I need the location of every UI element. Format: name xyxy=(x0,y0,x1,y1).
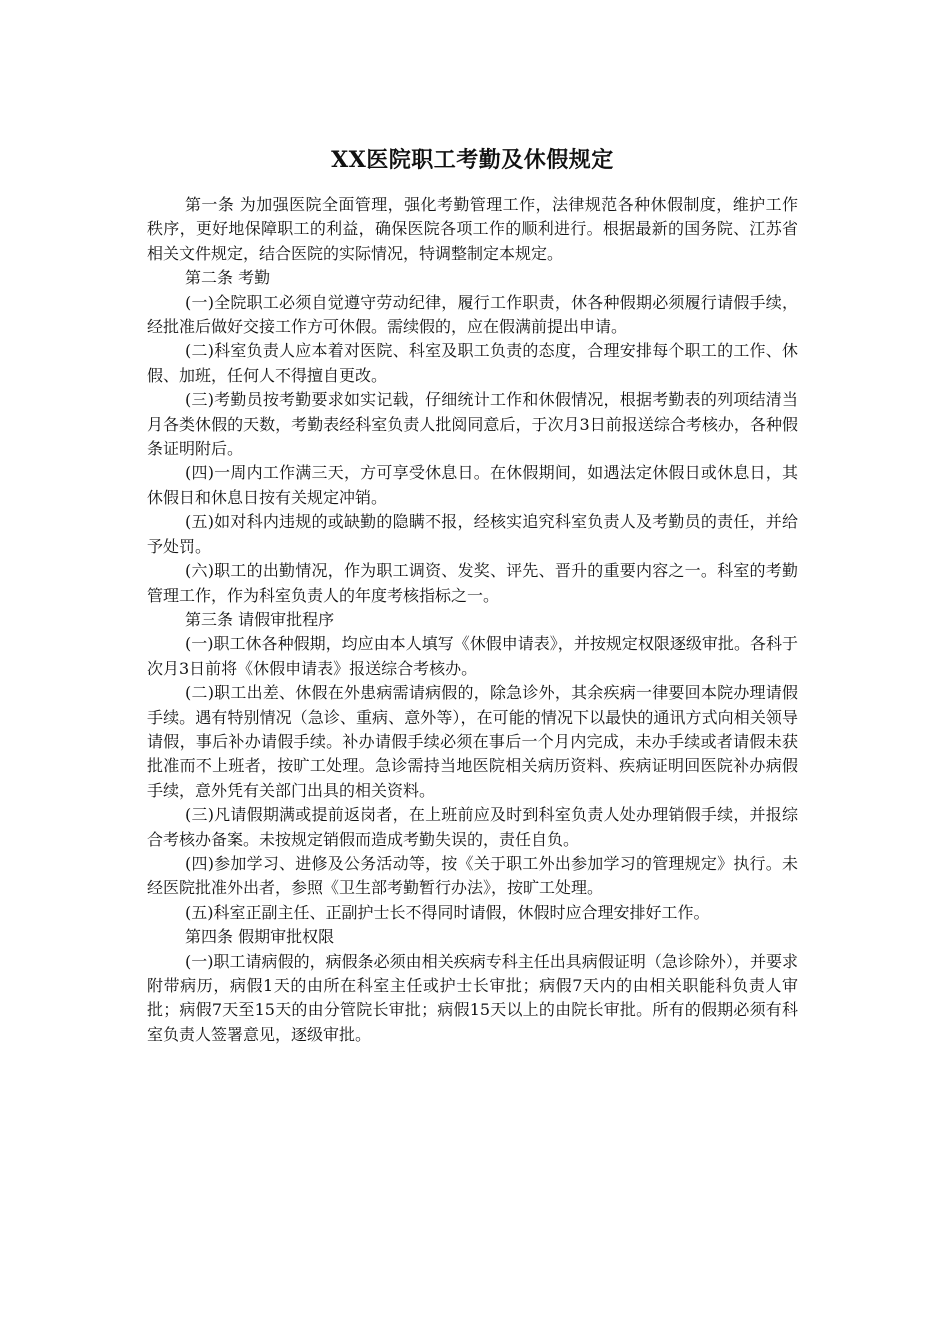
article-3-item-5: (五)科室正副主任、正副护士长不得同时请假，休假时应合理安排好工作。 xyxy=(185,902,710,922)
article-2-item-6: (六)职工的出勤情况，作为职工调资、发奖、评先、晋升的重要内容之一。科室的考勤管理工作，作为科室负责人的年度考核指标之一。 xyxy=(147,561,798,605)
article-2-heading: 第二条 考勤 xyxy=(185,268,271,288)
article-4-heading: 第四条 假期审批权限 xyxy=(185,927,335,947)
article-2-item-2: (二)科室负责人应本着对医院、科室及职工负责的态度，合理安排每个职工的工作、休假、加班，任何人不得擅自更改。 xyxy=(147,341,798,385)
article-3-item-4: (四)参加学习、进修及公务活动等，按《关于职工外出参加学习的管理规定》执行。未经医院批准外出者，参照《卫生部考勤暂行办法》，按旷工处理。 xyxy=(147,853,798,898)
article-2-item-3: (三)考勤员按考勤要求如实记载，仔细统计工作和休假情况，根据考勤表的列项结清当月各类休假的天数，考勤表经科室负责人批阅同意后，于次月3日前报送综合考核办，各种假条证明附后。 xyxy=(147,390,798,459)
document-title: XX医院职工考勤及休假规定 xyxy=(331,147,614,173)
article-2-item-1: (一)全院职工必须自觉遵守劳动纪律，履行工作职责，休各种假期必须履行请假手续，经批准后做好交接工作方可休假。需续假的，应在假满前提出申请。 xyxy=(147,292,798,337)
article-1-paragraph: 第一条 为加强医院全面管理，强化考勤管理工作，法律规范各种休假制度，维护工作秩序，更好地保障职工的利益，确保医院各项工作的顺利进行。根据最新的国务院、江苏省相关文件规定，结合医院的实际情况，特调整制定本规定。 xyxy=(147,195,798,263)
document-page xyxy=(147,145,798,1047)
article-4-item-1: (一)职工请病假的，病假条必须由相关疾病专科主任出具病假证明（急诊除外），并要求附带病历，病假1天的由所在科室主任或护士长审批；病假7天内的由相关职能科负责人审批；病假7天至15天的由分管院长审批；病假15天以上的由院长审批。所有的假期必须有科室负责人签署意见，逐级审批。 xyxy=(147,951,798,1044)
article-3-item-1: (一)职工休各种假期，均应由本人填写《休假申请表》，并按规定权限逐级审批。各科于次月3日前将《休假申请表》报送综合考核办。 xyxy=(147,634,798,678)
article-3-heading: 第三条 请假审批程序 xyxy=(185,609,335,629)
article-2-item-4: (四)一周内工作满三天，方可享受休息日。在休假期间，如遇法定休假日或休息日，其休假日和休息日按有关规定冲销。 xyxy=(147,463,798,507)
article-3-item-2: (二)职工出差、休假在外患病需请病假的，除急诊外，其余疾病一律要回本院办理请假手续。遇有特别情况（急诊、重病、意外等），在可能的情况下以最快的通讯方式向相关领导请假，事后补办请假手续。补办请假手续必须在事后一个月内完成，未办手续或者请假未获批准而不上班者，按旷工处理。急诊需持当地医院相关病历资料、疾病证明回医院补办病假手续，意外凭有关部门出具的相关资料。 xyxy=(147,683,798,800)
article-2-item-5: (五)如对科内违规的或缺勤的隐瞒不报，经核实追究科室负责人及考勤员的责任，并给予处罚。 xyxy=(147,512,798,556)
article-3-item-3: (三)凡请假期满或提前返岗者，在上班前应及时到科室负责人处办理销假手续，并报综合考核办备案。未按规定销假而造成考勤失误的，责任自负。 xyxy=(147,805,798,849)
